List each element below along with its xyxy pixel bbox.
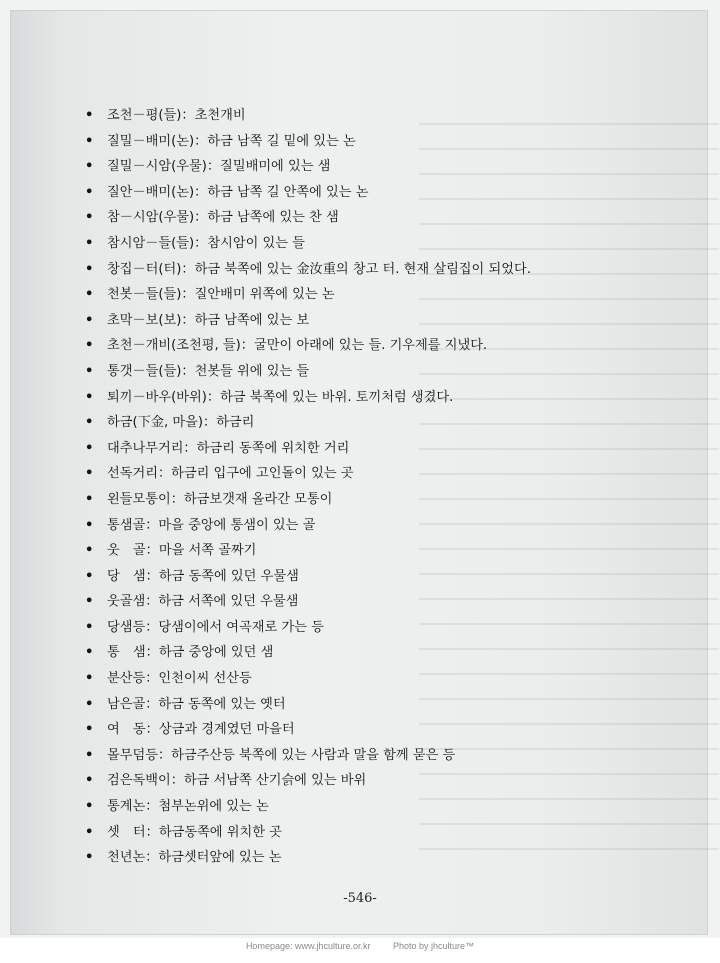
list-item xyxy=(85,129,531,155)
bullet-icon: • xyxy=(85,645,94,661)
entry-text: 당샘등：당샘이에서 여곡재로 가는 등 xyxy=(107,619,324,635)
list-item xyxy=(85,410,531,436)
entry-text: 셋 터：하금동쪽에 위치한 곳 xyxy=(107,824,282,840)
bullet-icon: • xyxy=(85,722,94,738)
bullet-icon: • xyxy=(85,389,94,405)
list-item xyxy=(85,666,531,692)
list-item xyxy=(85,205,531,231)
list-item xyxy=(85,513,531,539)
list-item xyxy=(85,640,531,666)
bullet-icon: • xyxy=(85,338,94,354)
bullet-icon: • xyxy=(85,619,94,635)
list-item xyxy=(85,180,531,206)
page-number: -546- xyxy=(343,891,377,906)
list-item xyxy=(85,333,531,359)
bullet-icon: • xyxy=(85,287,94,303)
bullet-icon: • xyxy=(85,671,94,687)
entry-text: 천봇－들(들)：질안배미 위쪽에 있는 논 xyxy=(107,287,335,303)
bullet-icon: • xyxy=(85,415,94,431)
bullet-icon: • xyxy=(85,543,94,559)
entry-text: 남은골：하금 동쪽에 있는 옛터 xyxy=(107,696,286,712)
bullet-icon: • xyxy=(85,824,94,840)
bullet-icon: • xyxy=(85,799,94,815)
entry-text: 왼들모통이：하금보갯재 올라간 모통이 xyxy=(107,491,333,507)
bullet-icon: • xyxy=(85,235,94,251)
bullet-icon: • xyxy=(85,261,94,277)
bullet-icon: • xyxy=(85,108,94,123)
list-item xyxy=(85,743,531,769)
list-item xyxy=(85,257,531,283)
list-item xyxy=(85,461,531,487)
bullet-icon: • xyxy=(85,850,94,866)
entry-text: 여 동：상금과 경계였던 마을터 xyxy=(107,722,295,738)
bullet-icon: • xyxy=(85,184,94,200)
entry-text: 당 샘：하금 동쪽에 있던 우물샘 xyxy=(107,568,299,584)
place-name-list xyxy=(85,103,531,871)
bullet-icon: • xyxy=(85,312,94,328)
bullet-icon: • xyxy=(85,210,94,226)
bullet-icon: • xyxy=(85,747,94,763)
list-item xyxy=(85,154,531,180)
list-item xyxy=(85,564,531,590)
entry-text: 통샘골：마을 중앙에 통샘이 있는 골 xyxy=(107,517,316,533)
list-item xyxy=(85,589,531,615)
list-item xyxy=(85,359,531,385)
entry-text: 통갯－들(들)：천봇들 위에 있는 들 xyxy=(107,363,310,379)
footer-photo-credit: Photo by jhculture™ xyxy=(393,941,475,951)
bullet-icon: • xyxy=(85,363,94,379)
list-item xyxy=(85,845,531,871)
bullet-icon: • xyxy=(85,466,94,482)
entry-text: 대추나무거리：하금리 동쪽에 위치한 거리 xyxy=(107,440,350,456)
entry-text: 초천－개비(조천평, 들)：굴만이 아래에 있는 들. 기우제를 지냈다. xyxy=(107,338,488,354)
list-item xyxy=(85,487,531,513)
entry-text: 참－시암(우물)：하금 남쪽에 있는 찬 샘 xyxy=(107,210,339,226)
entry-text: 천년논：하금셋터앞에 있는 논 xyxy=(107,850,282,866)
list-item xyxy=(85,385,531,411)
list-item xyxy=(85,794,531,820)
list-item xyxy=(85,820,531,846)
entry-text: 웃골샘：하금 서쪽에 있던 우물샘 xyxy=(107,594,299,610)
list-item xyxy=(85,768,531,794)
bullet-icon: • xyxy=(85,133,94,149)
entry-text: 질안－배미(논)：하금 남쪽 길 안쪽에 있는 논 xyxy=(107,184,369,200)
bullet-icon: • xyxy=(85,440,94,456)
entry-text: 선독거리：하금리 입구에 고인돌이 있는 곳 xyxy=(107,466,354,482)
entry-text: 퇴끼－바우(바위)：하금 북쪽에 있는 바위. 토끼처럼 생겼다. xyxy=(107,389,454,405)
entry-text: 창집－터(터)：하금 북쪽에 있는 金汝重의 창고 터. 현재 살림집이 되었다. xyxy=(107,261,531,277)
entry-text: 조천－평(들)：초천개비 xyxy=(107,108,246,123)
entry-text: 분산등：인천이씨 선산등 xyxy=(107,671,252,687)
list-item xyxy=(85,436,531,462)
entry-text: 웃 골：마을 서쪽 골짜기 xyxy=(107,543,257,559)
entry-text: 통 샘：하금 중앙에 있던 샘 xyxy=(107,645,274,661)
entry-text: 질밀－시암(우물)：질밀배미에 있는 샘 xyxy=(107,159,331,175)
list-item xyxy=(85,692,531,718)
entry-text: 초막－보(보)：하금 남쪽에 있는 보 xyxy=(107,312,310,328)
bullet-icon: • xyxy=(85,491,94,507)
bullet-icon: • xyxy=(85,594,94,610)
list-item xyxy=(85,231,531,257)
footer xyxy=(0,941,720,951)
entry-text: 몰무덤등：하금주산등 북쪽에 있는 사람과 말을 함께 묻은 등 xyxy=(107,747,456,763)
bullet-icon: • xyxy=(85,696,94,712)
bullet-icon: • xyxy=(85,159,94,175)
bullet-icon: • xyxy=(85,773,94,789)
list-item xyxy=(85,103,531,129)
entry-text: 하금(下金, 마을)：하금리 xyxy=(107,415,255,431)
list-item xyxy=(85,282,531,308)
entry-text: 검은독백이：하금 서남쪽 산기슭에 있는 바위 xyxy=(107,773,367,789)
entry-text: 질밀－배미(논)：하금 남쪽 길 밑에 있는 논 xyxy=(107,133,356,149)
entry-text: 참시암－들(들)：참시암이 있는 들 xyxy=(107,235,305,251)
footer-homepage[interactable]: Homepage: www.jhculture.or.kr xyxy=(245,941,371,951)
entry-text: 통계논：첨부논위에 있는 논 xyxy=(107,799,269,815)
list-item xyxy=(85,308,531,334)
list-item xyxy=(85,717,531,743)
list-item xyxy=(85,538,531,564)
book-page xyxy=(10,10,708,935)
bullet-icon: • xyxy=(85,568,94,584)
list-item xyxy=(85,615,531,641)
bullet-icon: • xyxy=(85,517,94,533)
